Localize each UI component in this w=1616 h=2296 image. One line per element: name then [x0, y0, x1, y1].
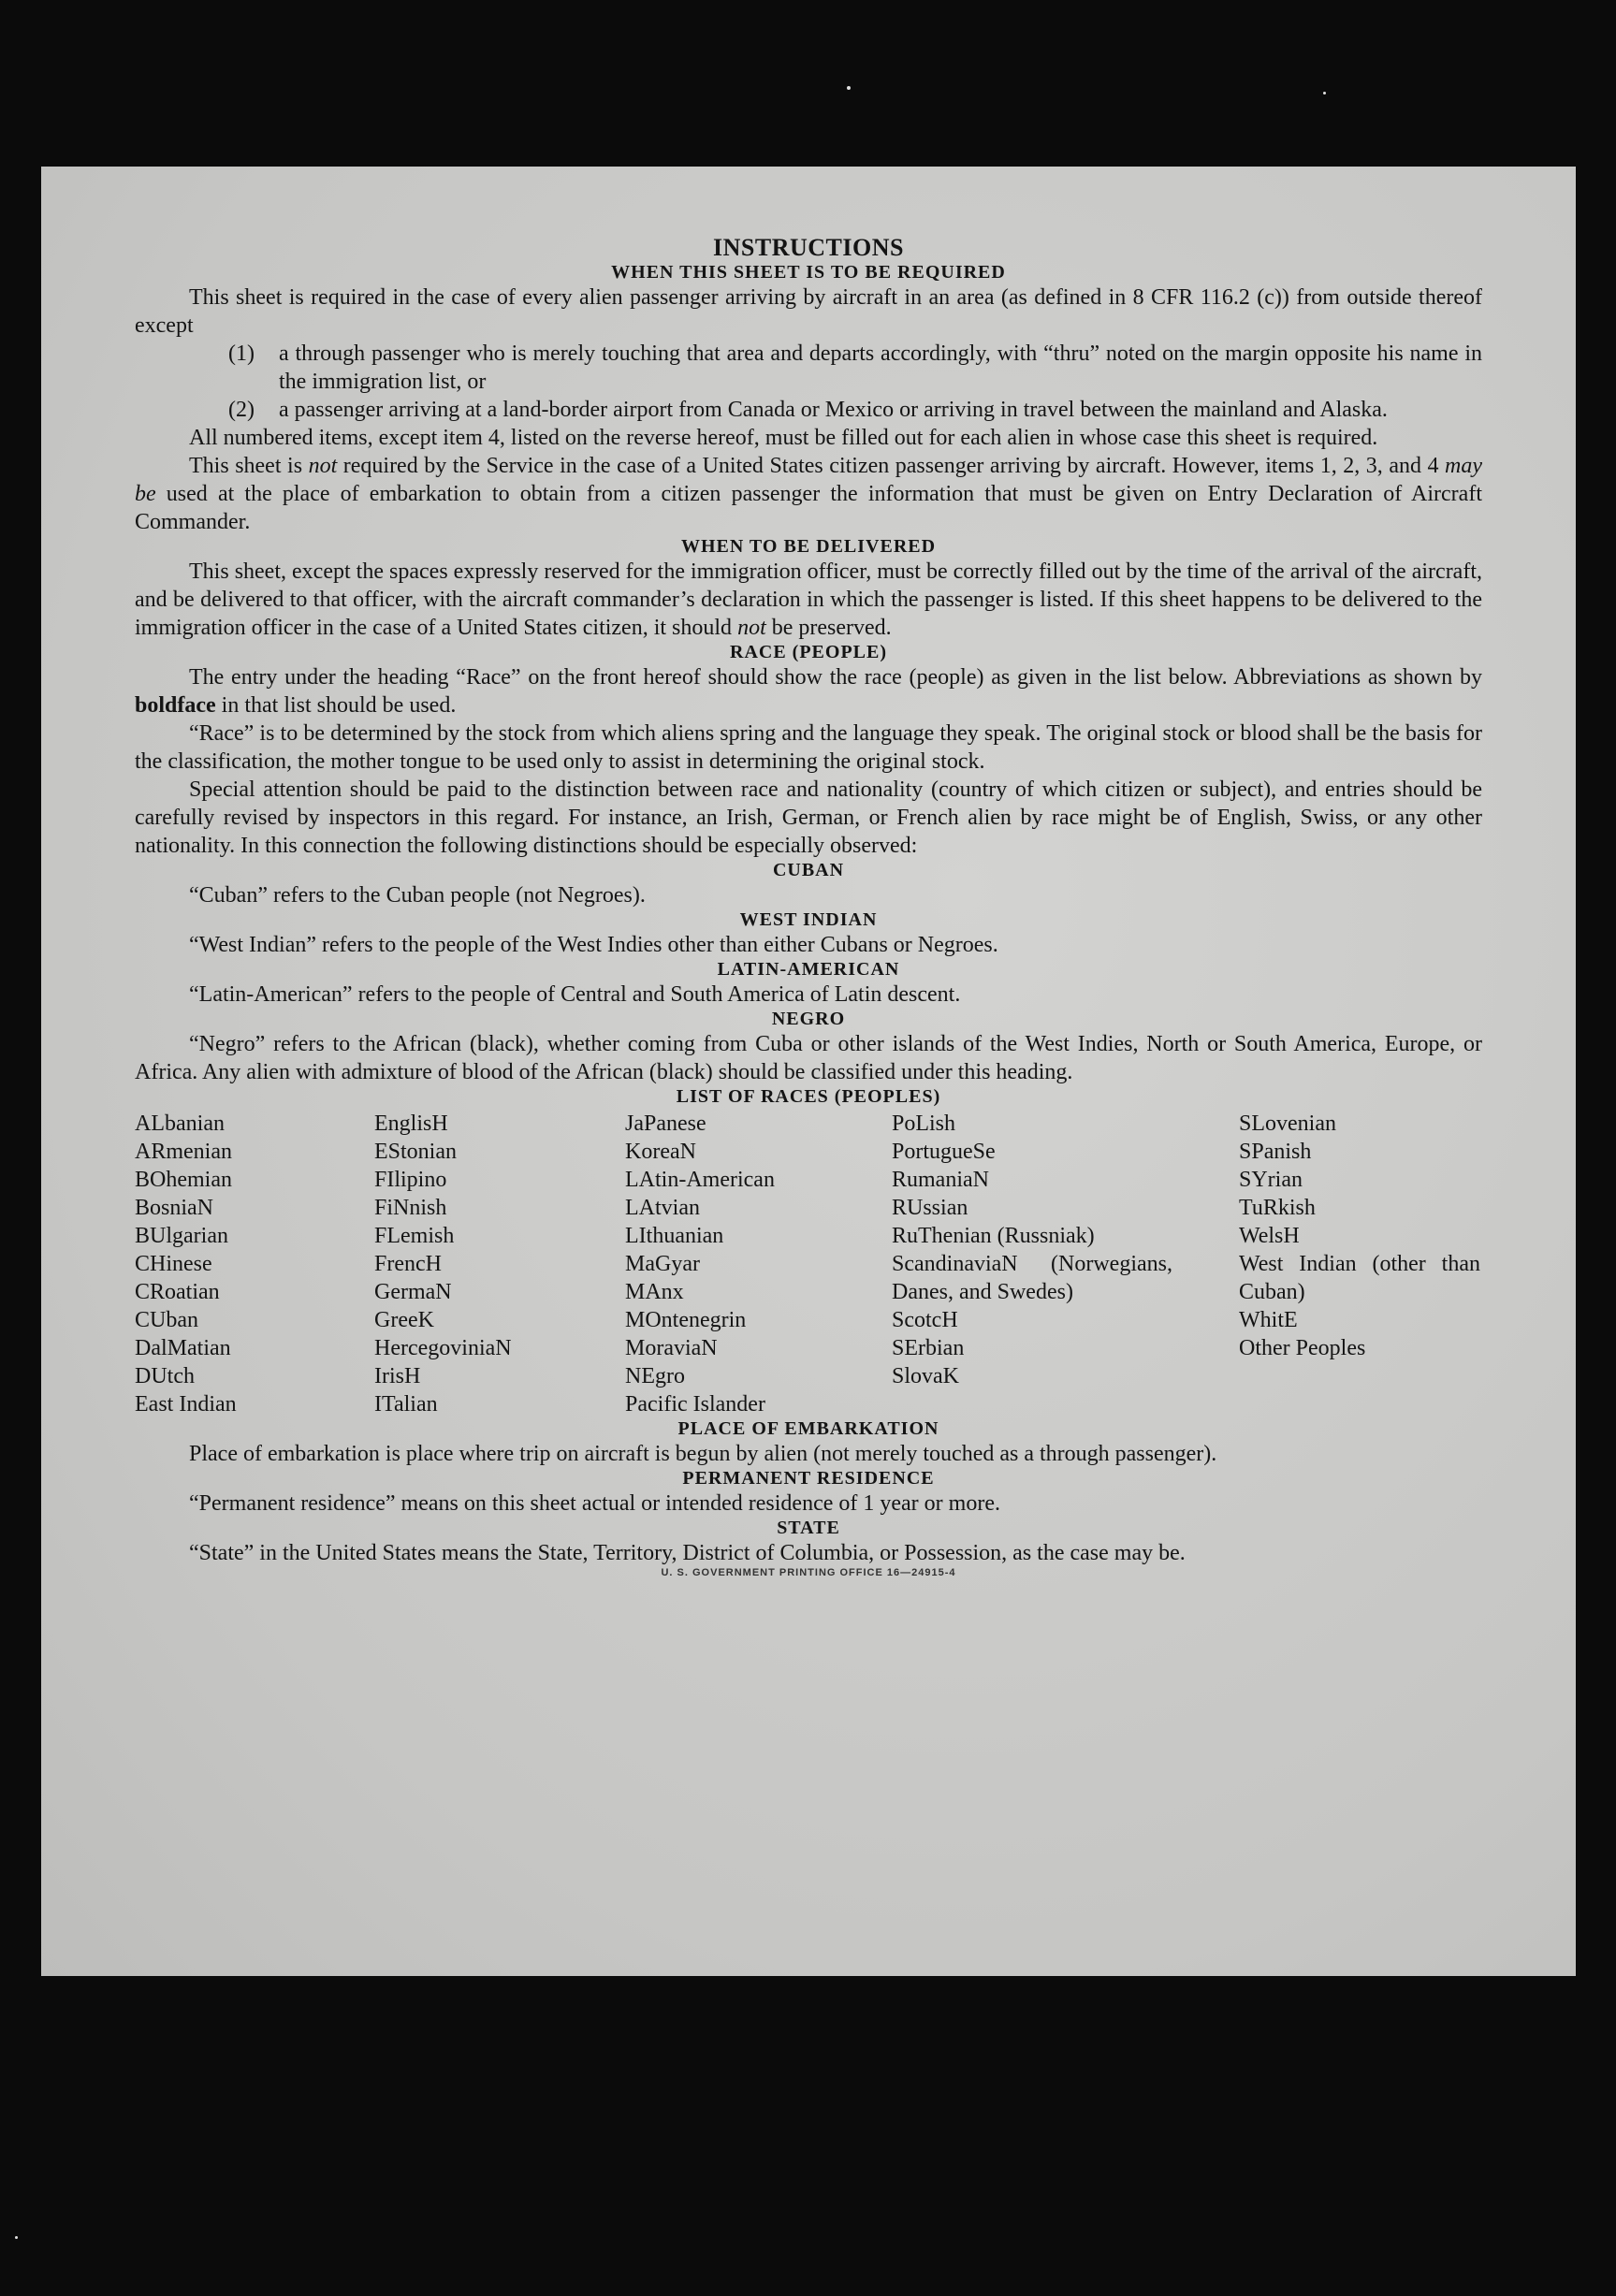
race-entry: RUssian: [892, 1196, 968, 1220]
state-text: “State” in the United States means the State, Territory, District of Columbia, or Possession, as the case may be.: [189, 1541, 1186, 1565]
race-entry: EnglisH: [374, 1112, 448, 1136]
race-para-2: “Race” is to be determined by the stock from which aliens spring and the language they speak. The original stock or blood shall be the basis for the classification, the mother tongue to be used only to assist in determining the original stock.: [135, 721, 1482, 774]
heading-state: STATE: [777, 1518, 840, 1538]
document-sheet: [41, 167, 1576, 1976]
heading-list-of-races: LIST OF RACES (PEOPLES): [676, 1086, 941, 1107]
heading-race: RACE (PEOPLE): [730, 642, 887, 662]
race-entry: LAtvian: [625, 1196, 700, 1220]
race-entry: LAtin-American: [625, 1168, 775, 1192]
race-entry: JaPanese: [625, 1112, 706, 1136]
race-entry: BOhemian: [135, 1168, 232, 1192]
heading-when-required: WHEN THIS SHEET IS TO BE REQUIRED: [611, 262, 1006, 283]
race-entry: WelsH: [1239, 1224, 1300, 1248]
race-entry: BosniaN: [135, 1196, 213, 1220]
required-item-2: [135, 396, 1482, 424]
race-entry: CHinese: [135, 1252, 212, 1276]
race-entry: GermaN: [374, 1280, 452, 1304]
race-entry: SLovenian: [1239, 1112, 1336, 1136]
heading-when-delivered: WHEN TO BE DELIVERED: [680, 536, 937, 557]
dust-speck: [847, 86, 851, 90]
race-entry: HercegoviniaN: [374, 1336, 512, 1360]
races-column-2: [374, 1110, 625, 1418]
race-entry: FLemish: [374, 1224, 455, 1248]
races-column-3: [625, 1110, 892, 1418]
race-entry: RumaniaN: [892, 1168, 989, 1192]
heading-cuban: CUBAN: [772, 860, 845, 880]
race-entry: FIlipino: [374, 1168, 447, 1192]
heading-permanent-residence: PERMANENT RESIDENCE: [682, 1468, 935, 1489]
race-entry: BUlgarian: [135, 1224, 228, 1248]
emphasis-not: not: [737, 616, 766, 640]
race-entry: RuThenian (Russniak): [892, 1224, 1095, 1248]
race-entry-scandinavian: ScandinaviaN (Norwegians, Danes, and Swedes): [892, 1252, 1172, 1304]
text-run: The entry under the heading “Race” on the front hereof should show the race (people) as given in the list below. Abbreviations as shown by: [189, 665, 1482, 690]
race-entry: NEgro: [625, 1364, 685, 1388]
race-entry: East Indian: [135, 1392, 237, 1417]
races-column-4: [892, 1110, 1239, 1418]
heading-latin-american: LATIN-AMERICAN: [717, 959, 900, 980]
race-entry: PortugueSe: [892, 1140, 996, 1164]
races-column-5: [1239, 1110, 1482, 1418]
race-entry: SErbian: [892, 1336, 965, 1360]
race-entry: KoreaN: [625, 1140, 696, 1164]
emphasis-may-be: may be: [135, 454, 1482, 506]
item-text: a passenger arriving at a land-border airport from Canada or Mexico or arriving in travel between the mainland and Alaska.: [279, 398, 1388, 422]
west-indian-text: “West Indian” refers to the people of the West Indies other than either Cubans or Negroes.: [189, 933, 998, 957]
required-intro: This sheet is required in the case of every alien passenger arriving by aircraft in an area (as defined in 8 CFR 116.2 (c)) from outside thereof except: [135, 285, 1482, 338]
race-entry: LIthuanian: [625, 1224, 724, 1248]
document-title: INSTRUCTIONS: [713, 234, 904, 261]
printer-imprint: U. S. GOVERNMENT PRINTING OFFICE 16—24915-4: [661, 1567, 956, 1578]
text-run: in that list should be used.: [215, 693, 457, 718]
required-para-2: All numbered items, except item 4, listed on the reverse hereof, must be filled out for each alien in whose case this sheet is required.: [189, 426, 1378, 450]
item-number: (2): [228, 398, 255, 422]
race-entry: DUtch: [135, 1364, 195, 1388]
race-entry: TuRkish: [1239, 1196, 1316, 1220]
delivered-text: [135, 558, 1482, 642]
race-entry: CUban: [135, 1308, 198, 1332]
race-entry: GreeK: [374, 1308, 434, 1332]
negro-text: “Negro” refers to the African (black), whether coming from Cuba or other islands of the West Indies, North or South America, Europe, or Africa. Any alien with admixture of blood of the African (black) should be classified under this heading.: [135, 1032, 1482, 1084]
cuban-text: “Cuban” refers to the Cuban people (not Negroes).: [189, 883, 646, 908]
race-entry: ITalian: [374, 1392, 438, 1417]
race-entry: ARmenian: [135, 1140, 232, 1164]
race-entry: WhitE: [1239, 1308, 1298, 1332]
text-run: This sheet is: [189, 454, 309, 478]
race-entry: MAnx: [625, 1280, 684, 1304]
race-entry: FrencH: [374, 1252, 442, 1276]
item-number: (1): [228, 341, 255, 366]
heading-west-indian: WEST INDIAN: [739, 909, 878, 930]
race-entry: MoraviaN: [625, 1336, 718, 1360]
latin-american-text: “Latin-American” refers to the people of Central and South America of Latin descent.: [189, 982, 961, 1007]
race-entry: ALbanian: [135, 1112, 225, 1136]
race-entry: DalMatian: [135, 1336, 231, 1360]
item-text: a through passenger who is merely touching that area and departs accordingly, with “thru” noted on the margin opposite his name in the immigration list, or: [279, 341, 1482, 394]
race-entry: SPanish: [1239, 1140, 1312, 1164]
race-entry: IrisH: [374, 1364, 421, 1388]
race-entry: FiNnish: [374, 1196, 447, 1220]
dust-speck: [15, 2236, 18, 2239]
race-entry: PoLish: [892, 1112, 956, 1136]
races-column-1: [135, 1110, 374, 1418]
race-para-3: Special attention should be paid to the distinction between race and nationality (country of which citizen or subject), and entries should be carefully revised by inspectors in this regard. For instance, an Irish, German, or French alien by race might be of English, Swiss, or any other nationality. In this connection the following distinctions should be especially observed:: [135, 777, 1482, 858]
text-run: This sheet, except the spaces expressly reserved for the immigration officer, must be correctly filled out by the time of the arrival of the aircraft, and be delivered to that officer, with the aircraft commander’s declaration in which the passenger is listed. If this sheet happens to be delivered to the immigration officer in the case of a United States citizen, it should: [135, 559, 1482, 640]
race-entry: Other Peoples: [1239, 1336, 1366, 1360]
races-table: [135, 1110, 1482, 1418]
race-entry: Pacific Islander: [625, 1392, 765, 1417]
embarkation-text: Place of embarkation is place where trip on aircraft is begun by alien (not merely touched as a through passenger).: [189, 1442, 1217, 1466]
heading-place-of-embarkation: PLACE OF EMBARKATION: [677, 1418, 939, 1439]
required-para-3: [135, 452, 1482, 536]
race-entry: ScotcH: [892, 1308, 958, 1332]
race-entry: EStonian: [374, 1140, 457, 1164]
race-entry: CRoatian: [135, 1280, 220, 1304]
required-item-1: [135, 340, 1482, 396]
race-entry: SYrian: [1239, 1168, 1303, 1192]
bold-word: boldface: [135, 693, 216, 718]
dust-speck: [1323, 92, 1326, 94]
race-entry: MaGyar: [625, 1252, 700, 1276]
text-run: used at the place of embarkation to obtain from a citizen passenger the information that must be given on Entry Declaration of Aircraft Commander.: [135, 482, 1482, 534]
emphasis-not: not: [308, 454, 338, 478]
race-entry: SlovaK: [892, 1364, 959, 1388]
heading-negro: NEGRO: [771, 1009, 846, 1029]
race-entry-west-indian: West Indian (other than Cuban): [1239, 1252, 1480, 1304]
text-run: be preserved.: [765, 616, 892, 640]
text-run: required by the Service in the case of a United States citizen passenger arriving by aircraft. However, items 1, 2, 3, and 4: [337, 454, 1446, 478]
race-para-1: [135, 663, 1482, 719]
residence-text: “Permanent residence” means on this sheet actual or intended residence of 1 year or more.: [189, 1491, 1000, 1516]
race-entry: MOntenegrin: [625, 1308, 747, 1332]
